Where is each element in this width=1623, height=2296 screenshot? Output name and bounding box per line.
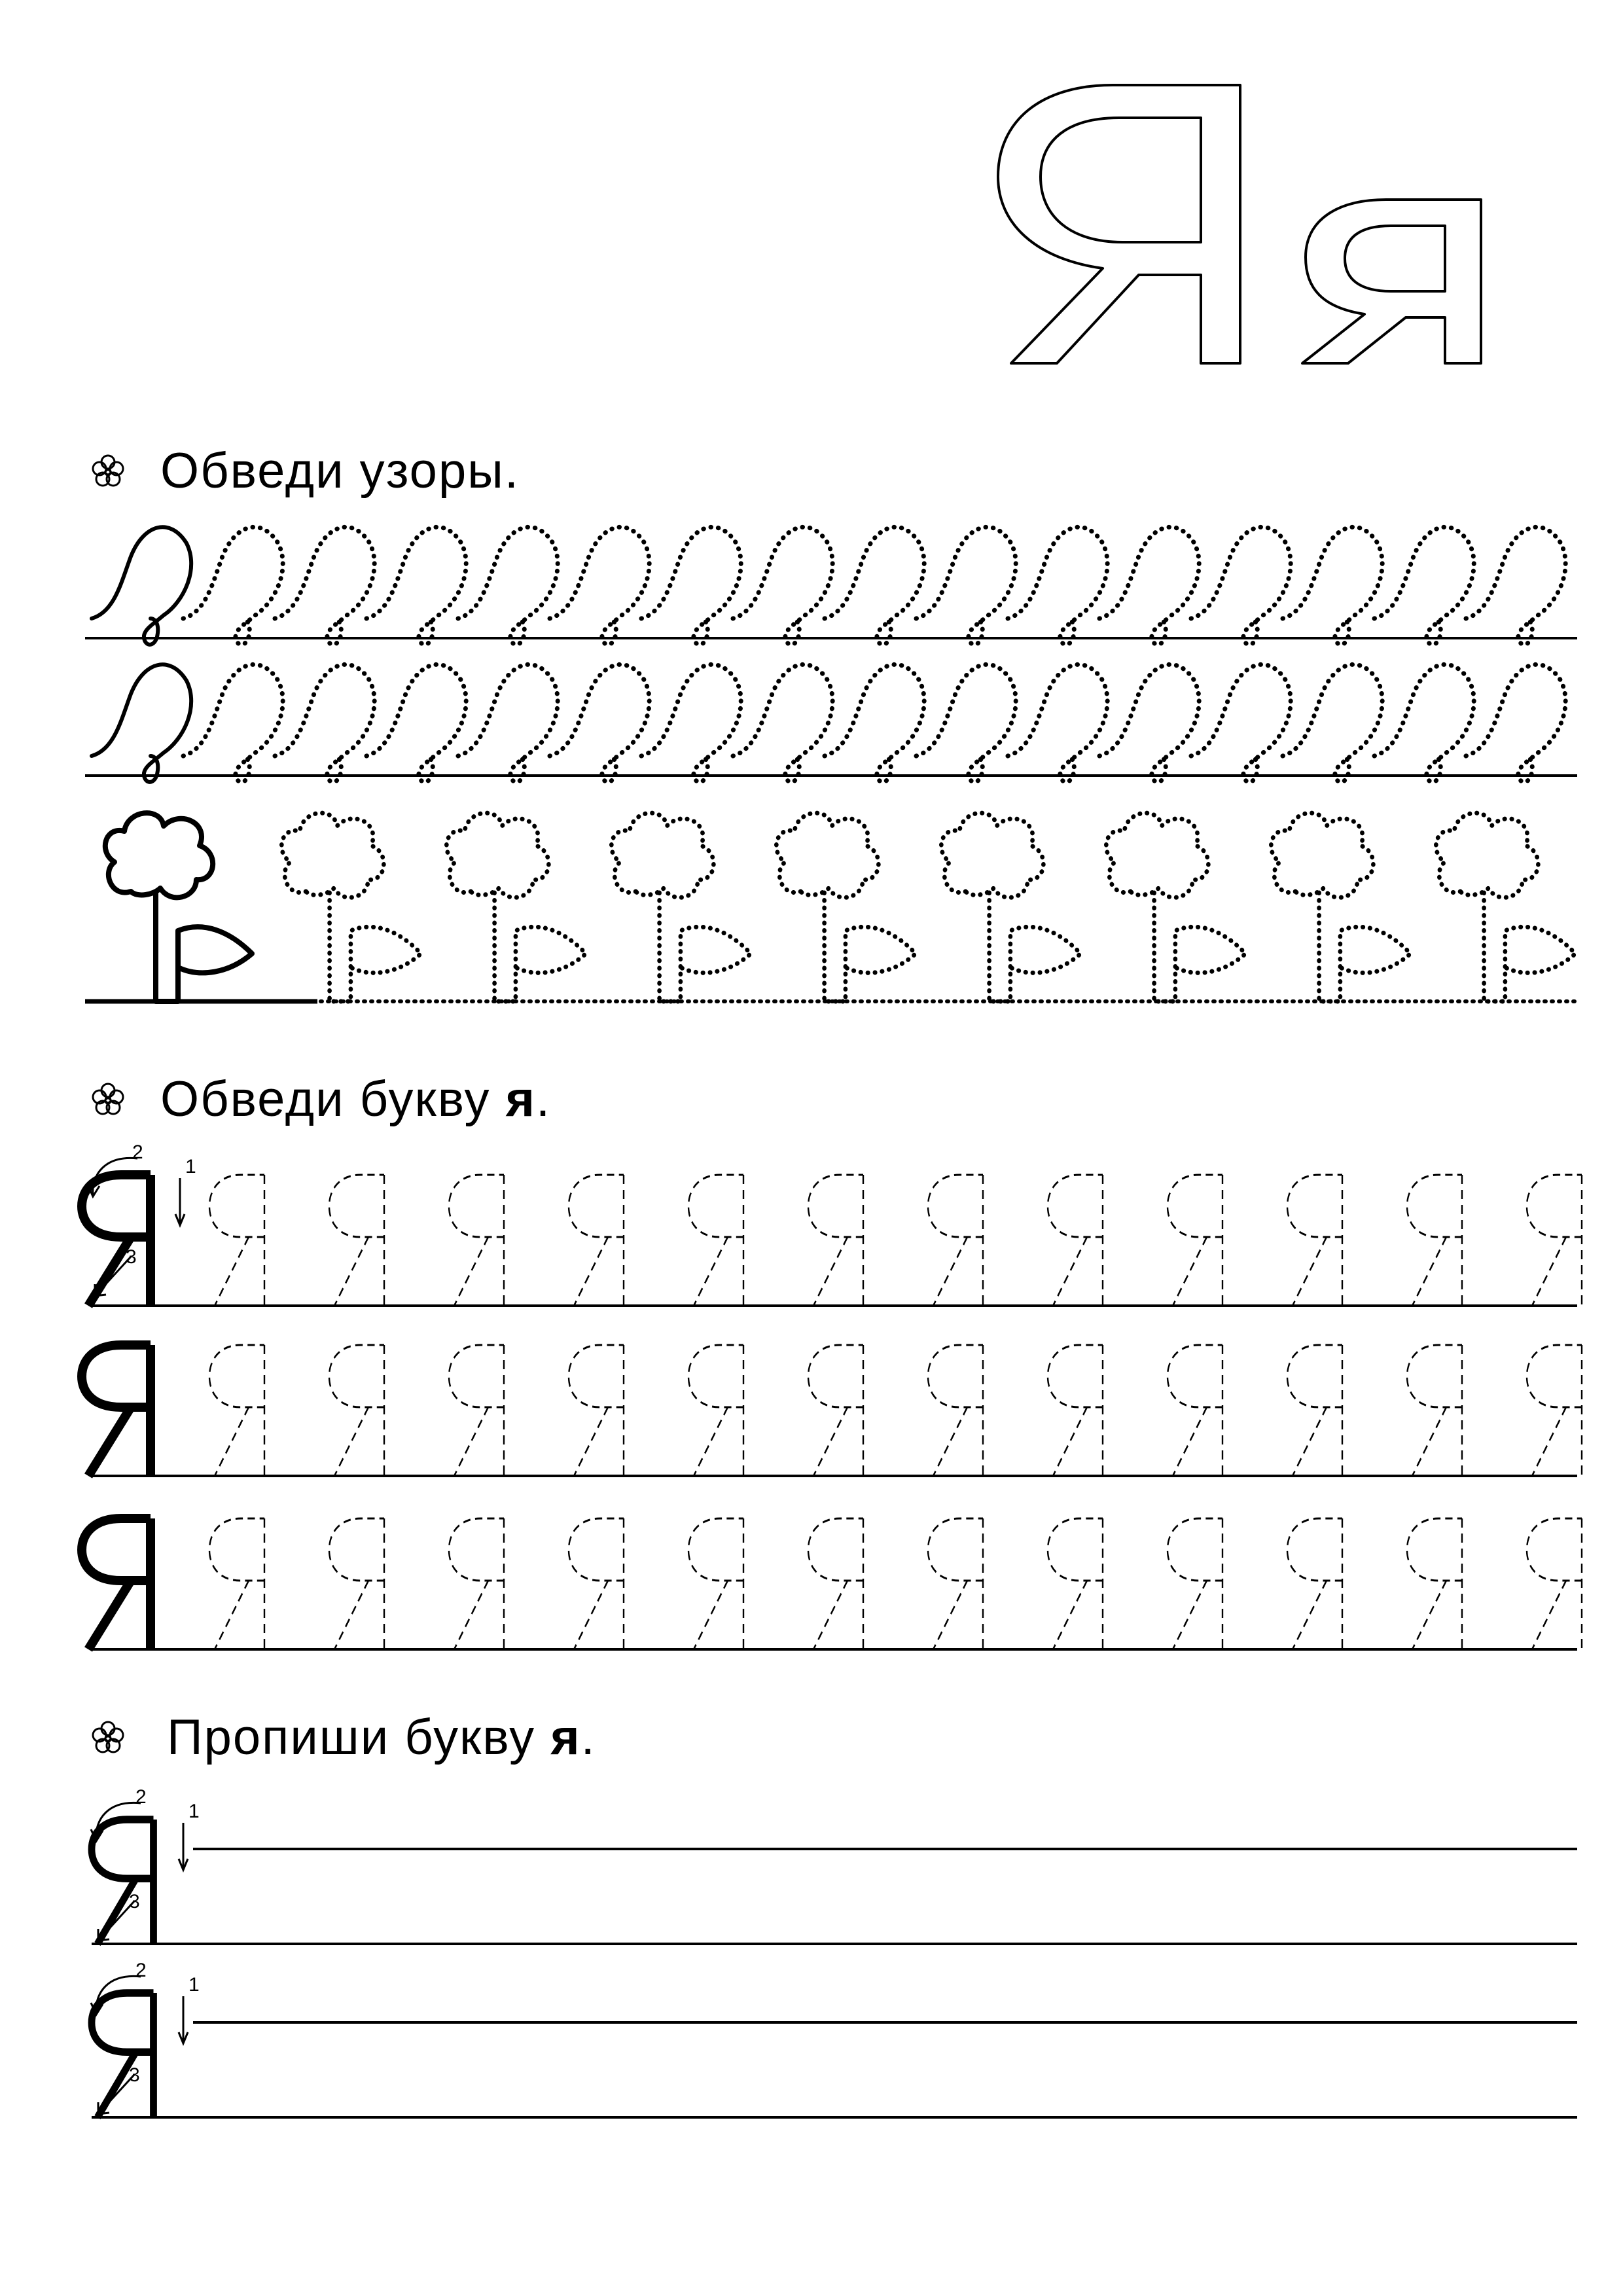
flower-bullet-icon: [93, 1084, 123, 1114]
pattern-trace: [183, 664, 283, 782]
pattern-trace: [1374, 664, 1474, 782]
flower-trace: [446, 813, 586, 1001]
pattern-trace: [733, 527, 832, 645]
trace-letter: [329, 1175, 384, 1306]
trace-letter: [329, 1345, 384, 1476]
pattern-trace: [275, 664, 374, 782]
stroke-number: 2: [135, 1960, 147, 1981]
trace-letter: [808, 1518, 863, 1649]
pattern-trace: [1466, 527, 1565, 645]
pattern-trace: [1099, 664, 1199, 782]
trace-letter: [449, 1175, 504, 1306]
stroke-order-hint: [91, 1786, 200, 1941]
pattern-trace: [825, 527, 924, 645]
pattern-trace: [916, 527, 1016, 645]
section-heading-write-letter: [93, 1710, 596, 1765]
trace-letter: [1168, 1175, 1222, 1306]
letter-trace-row: [82, 1518, 1582, 1649]
trace-letter: [1048, 1175, 1103, 1306]
trace-letter: [688, 1518, 743, 1649]
trace-letter: [1287, 1175, 1342, 1306]
flower-trace: [1106, 813, 1245, 1001]
title-uppercase-letter: [998, 85, 1240, 363]
trace-letter: [449, 1518, 504, 1649]
pattern-trace: [550, 664, 649, 782]
pattern-model: [92, 664, 191, 782]
pattern-trace: [1283, 664, 1382, 782]
trace-letter: [209, 1345, 264, 1476]
trace-letter: [329, 1518, 384, 1649]
letter-trace-row: [82, 1141, 1582, 1306]
flower-bullet-icon: [93, 1722, 123, 1752]
trace-letter: [209, 1518, 264, 1649]
trace-letter: [1048, 1518, 1103, 1649]
model-letter: [82, 1518, 151, 1649]
pattern-trace: [825, 664, 924, 782]
pattern-trace: [1283, 527, 1382, 645]
pattern-trace: [366, 664, 466, 782]
pattern-trace: [366, 527, 466, 645]
flower-bullet-icon: [93, 456, 123, 486]
pattern-row-flowers: [85, 813, 1577, 1001]
model-letter: [92, 1820, 154, 1944]
stroke-number: 2: [135, 1786, 147, 1808]
trace-letter: [928, 1345, 983, 1476]
trace-letter: [569, 1175, 624, 1306]
pattern-trace: [275, 527, 374, 645]
trace-letter: [928, 1518, 983, 1649]
stroke-number: 2: [132, 1141, 143, 1163]
pattern-trace: [183, 527, 283, 645]
pattern-trace: [916, 664, 1016, 782]
section-heading-patterns: [93, 443, 520, 499]
trace-letter: [569, 1345, 624, 1476]
title-letters: [998, 85, 1481, 363]
pattern-trace: [550, 527, 649, 645]
stroke-number: 1: [188, 1801, 200, 1822]
stroke-order-hint: [91, 1960, 200, 2114]
stroke-number: 3: [129, 1891, 140, 1912]
section-title: Обведи букву я.: [160, 1071, 552, 1127]
trace-letter: [1527, 1518, 1582, 1649]
flower-trace: [941, 813, 1080, 1001]
section-title: Обведи узоры.: [160, 443, 520, 499]
trace-letter: [1407, 1518, 1462, 1649]
trace-letter: [928, 1175, 983, 1306]
trace-letter: [1048, 1345, 1103, 1476]
section-title: Пропиши букву я.: [167, 1710, 596, 1765]
trace-letter: [1168, 1518, 1222, 1649]
flower-trace: [776, 813, 916, 1001]
trace-letter: [808, 1175, 863, 1306]
stroke-number: 3: [126, 1246, 137, 1268]
pattern-trace: [641, 527, 741, 645]
trace-letter: [1168, 1345, 1222, 1476]
title-lowercase-letter: [1302, 200, 1481, 363]
model-letter: [92, 1993, 154, 2117]
pattern-row-loops-2: [85, 664, 1577, 782]
trace-letter: [688, 1175, 743, 1306]
trace-letter: [1287, 1345, 1342, 1476]
pattern-trace: [1466, 664, 1565, 782]
flower-trace: [1271, 813, 1410, 1001]
pattern-trace: [458, 527, 558, 645]
pattern-trace: [733, 664, 832, 782]
trace-letter: [808, 1345, 863, 1476]
pattern-trace: [1191, 664, 1291, 782]
pattern-trace: [1008, 527, 1107, 645]
pattern-trace: [1008, 664, 1107, 782]
flower-trace: [611, 813, 751, 1001]
pattern-model: [92, 527, 191, 645]
pattern-trace: [1099, 527, 1199, 645]
flower-model: [105, 813, 252, 1001]
model-letter: [82, 1345, 151, 1476]
trace-letter: [1407, 1345, 1462, 1476]
pattern-row-loops-1: [85, 527, 1577, 645]
stroke-number: 1: [185, 1156, 196, 1177]
trace-letter: [209, 1175, 264, 1306]
trace-letter: [449, 1345, 504, 1476]
pattern-trace: [641, 664, 741, 782]
flower-trace: [1436, 813, 1575, 1001]
stroke-number: 3: [129, 2064, 140, 2086]
letter-trace-row: [82, 1345, 1582, 1476]
section-heading-trace-letter: [93, 1071, 551, 1127]
trace-letter: [569, 1518, 624, 1649]
letter-write-row: [91, 1786, 1577, 1944]
trace-letter: [1407, 1175, 1462, 1306]
pattern-trace: [1191, 527, 1291, 645]
trace-letter: [1527, 1175, 1582, 1306]
letter-write-row: [91, 1960, 1577, 2117]
flower-trace: [281, 813, 421, 1001]
stroke-number: 1: [188, 1974, 200, 1996]
trace-letter: [1527, 1345, 1582, 1476]
pattern-trace: [1374, 527, 1474, 645]
pattern-trace: [458, 664, 558, 782]
trace-letter: [1287, 1518, 1342, 1649]
trace-letter: [688, 1345, 743, 1476]
